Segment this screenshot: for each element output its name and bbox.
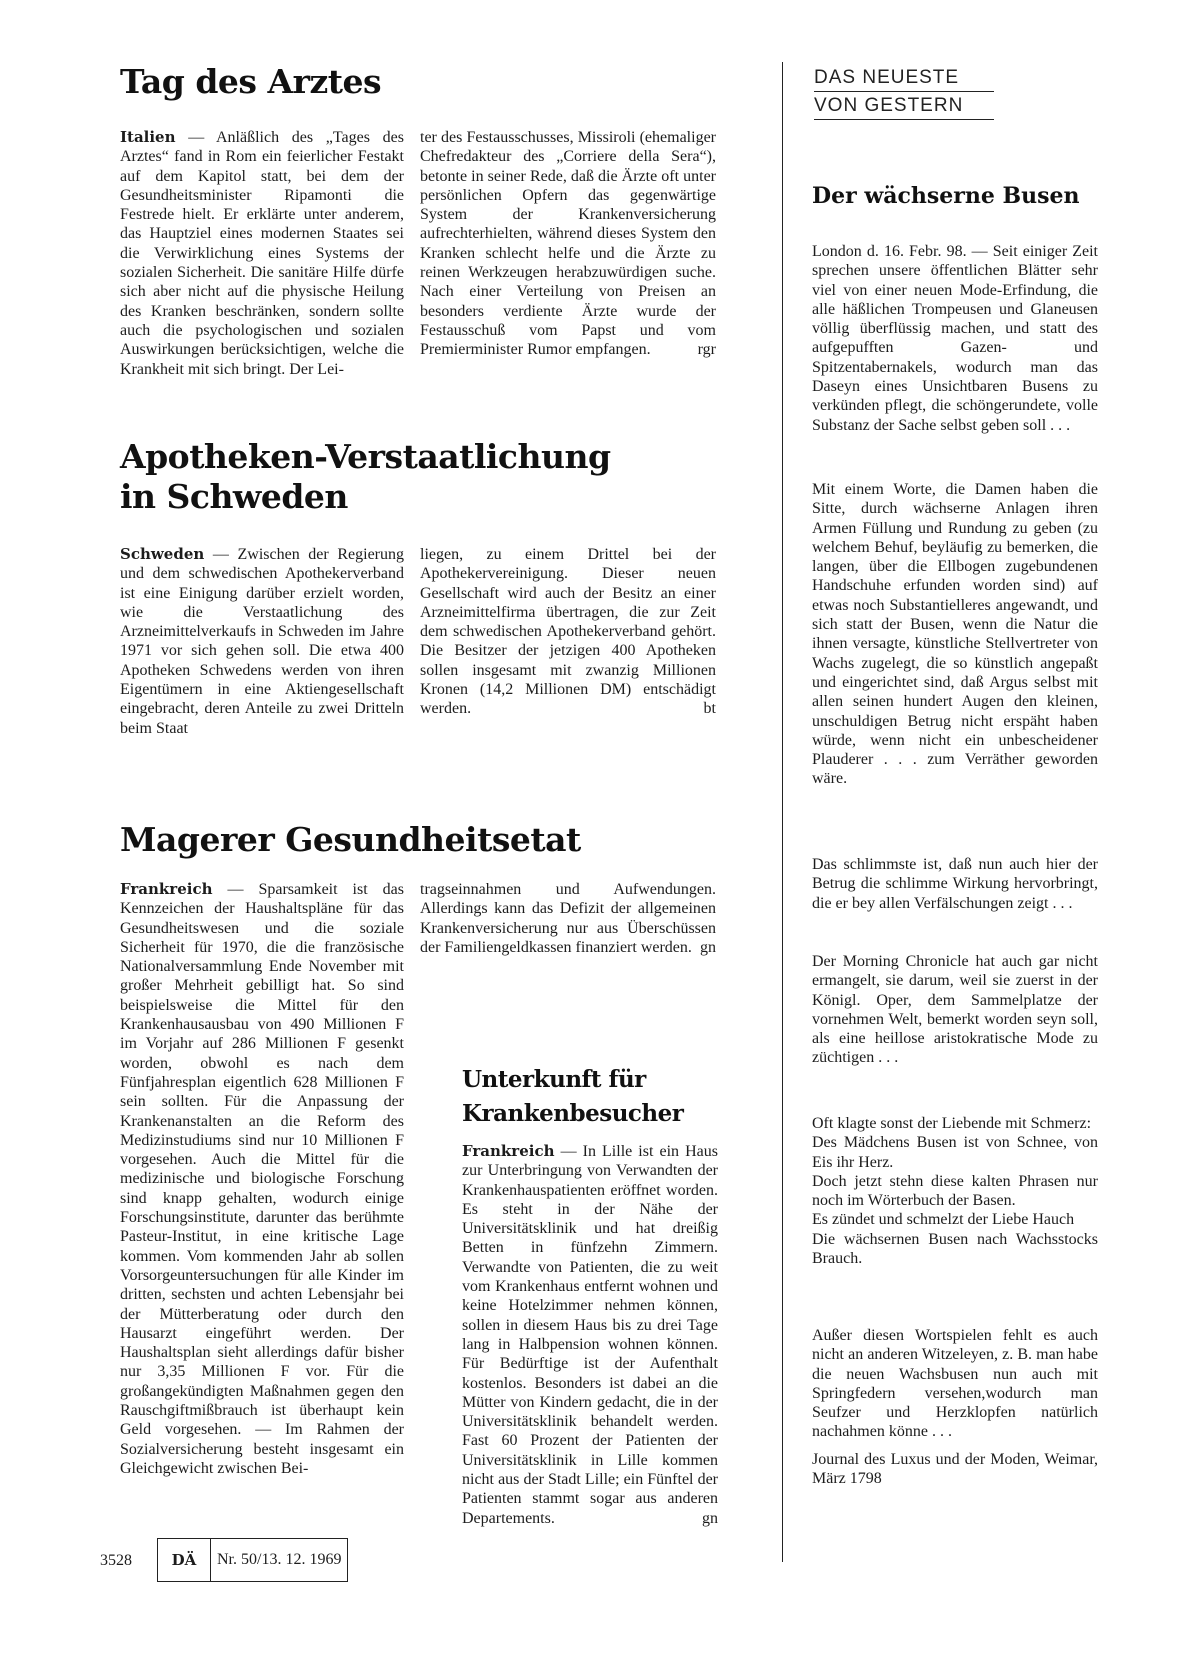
kicker-line: VON GESTERN (814, 94, 994, 120)
article-column-1 (120, 880, 404, 1478)
author-signature: gn (702, 1509, 718, 1527)
article-column (462, 1142, 718, 1528)
title-line: in Schweden (120, 477, 348, 516)
article-dateline: Frankreich (120, 880, 213, 898)
sidebar-paragraph: Der Morning Chronicle hat auch gar nicht ermangelt, sie darum, weil sie zuerst in der Königl. Oper, dem Sammelplatze der vornehmen Welt, bemerkt worden seyn soll, als eine heillose aristokratische Mode zu züchtigen . . . (812, 953, 1098, 1067)
sidebar-paragraph: Das schlimmste ist, daß nun auch hier der Betrug die schlimme Wirkung hervorbringt, die er bey allen Verfälschungen zeigt . . . (812, 856, 1098, 912)
article-title-unterkunft (462, 1063, 683, 1131)
article-column-2 (420, 128, 716, 360)
article-dateline: Schweden (120, 545, 205, 563)
title-line: Krankenbesucher (462, 1100, 684, 1127)
sidebar-poem: Oft klagte sonst der Liebende mit Schmerz: Des Mädchens Busen ist von Schnee, von Eis ihr Herz. Doch jetzt stehn diese kalten Phrasen nur noch im Wörterbuch der Basen. Es zündet und schmelzt der Liebe Hauch Die wächsernen Busen nach Wachsstocks Brauch. (812, 1115, 1098, 1268)
column-divider (782, 62, 783, 1562)
article-title-gesundheitsetat: Magerer Gesundheitsetat (120, 820, 581, 859)
sidebar-paragraph: Außer diesen Wortspielen fehlt es auch nicht an anderen Witzeleyen, z. B. man habe die neuen Wachsbusen nun auch mit Springfedern versehen,wodurch man Seufzer und Herzklopfen natürlich nachahmen könne . . . (812, 1327, 1098, 1441)
article-column-1 (120, 545, 404, 738)
article-column-2 (420, 880, 716, 957)
article-text: ter des Festausschusses, Missiroli (ehemaliger Chefredakteur des „Corriere della Sera“), betonte in seiner Rede, daß die Ärzte oft unter persönlichen Opfern das gegenwärtige System der Krankenversicherung aufrechterhielten, während dieses System den Kranken schlecht helfe und die Ärzte zu reinen Werkzeugen herabzuwürdigen suche. Nach einer Verteilung von Preisen an besonders verdiente Ärzte wurde der Festausschuß vom Papst und vom Premierminister Rumor empfangen. (420, 129, 716, 359)
title-line: Unterkunft für (462, 1066, 646, 1093)
article-text: — Sparsamkeit ist das Kennzeichen der Haushaltspläne für das Gesundheitswesen und die soziale Sicherheit für 1970, die die französische Nationalversammlung Ende November mit großer Mehrheit gebilligt hat. So sind beispielsweise die Mittel für den Krankenhausausbau von 490 Millionen F im Vorjahr auf 286 Millionen F gesenkt worden, obwohl es nach dem Fünfjahresplan eigentlich 628 Millionen F sein sollten. Für die Anpassung der Krankenanstalten an die Reform des Medizinstudiums sind nur 10 Millionen F vorgesehen. Auch die Mittel für die medizinische und biologische Forschung sind knapp gehalten, wodurch einige Forschungsinstitute, darunter das berühmte Pasteur-Institut, in eine kritische Lage kommen. Vom kommenden Jahr ab sollen Vorsorgeuntersuchungen für alle Kinder im dritten, sechsten und achten Lebensjahr bei der Mütterberatung oder durch den Hausarzt eingeführt werden. Der Haushaltsplan sieht allerdings dafür bisher nur 3,35 Millionen F vor. Für die großangekündigten Maßnahmen gegen den Rauschgiftmißbrauch ist überhaupt kein Geld vorgesehen. — Im Rahmen der Sozialversicherung besteht insgesamt ein Gleichgewicht zwischen Bei- (120, 881, 404, 1477)
sidebar-title: Der wächserne Busen (812, 183, 1080, 209)
kicker-line: DAS NEUESTE (814, 66, 994, 92)
article-text: — Anläßlich des „Tages des Arztes“ fand in Rom ein feierlicher Festakt auf dem Kapitol statt, bei dem der Gesundheitsminister Ripamonti die Festrede hielt. Er erklärte unter anderem, das Hauptziel eines modernen Staates sei die Verwirklichung eines Systems der sozialen Sicherheit. Die sanitäre Hilfe dürfe sich aber nicht auf die physische Heilung des Kranken beschränken, sondern sollte auch die psychologischen und sozialen Auswirkungen berücksichtigen, welche die Krankheit mit sich bringt. Der Lei- (120, 129, 404, 378)
sidebar-source: Journal des Luxus und der Moden, Weimar, März 1798 (812, 1451, 1098, 1488)
article-column-1 (120, 128, 404, 379)
sidebar-paragraph: Mit einem Worte, die Damen haben die Sitte, durch wächserne Anlagen ihren Armen Füllung und Rundung zu geben (zu welchem Behuf, beyläufig zu bemerken, die langen, über die Ellbogen zugebundenen Handschuhe erfunden worden sind) auf etwas noch Substantielleres angewandt, und sich statt der Busen, wenn die Natur die ihnen versagte, künstliche Stellvertreter von Wachs zugelegt, die so künstlich angepaßt und eingerichtet sind, daß Argus selbst mit allen seinen hundert Augen den kleinen, unschuldigen Betrug nicht erspäht haben würde, wenn nicht ein unbescheidener Plauderer . . . zum Verräther geworden wäre. (812, 481, 1098, 788)
issue-info: Nr. 50/13. 12. 1969 (217, 1551, 342, 1568)
article-title-tag-des-arztes: Tag des Arztes (120, 62, 382, 101)
author-signature: bt (703, 700, 716, 718)
title-line: Apotheken-Verstaatlichung (120, 437, 611, 476)
article-text: liegen, zu einem Drittel bei der Apothekervereinigung. Dieser neuen Gesellschaft wird auch der Besitz an einer Arzneimittelfirma übertragen, die zur Zeit dem schwedischen Apothekerverband gehört. Die Besitzer der jetzigen 400 Apotheken sollen insgesamt mit zwanzig Millionen Kronen (14,2 Millionen DM) entschädigt werden. (420, 546, 716, 718)
article-dateline: Frankreich (462, 1142, 555, 1160)
article-text: tragseinnahmen und Aufwendungen. Allerdings kann das Defizit der allgemeinen Krankenversicherung nur aus Überschüssen der Familiengeldkassen finanziert werden. (420, 881, 716, 956)
sidebar-paragraph: London d. 16. Febr. 98. — Seit einiger Zeit sprechen unsere öffentlichen Blätter sehr viel von einer neuen Mode-Erfindung, die alle häßlichen Trompeusen und Glaneusen völlig überflüssig machen, und statt des aufgepufften Gazen- und Spitzentabernakels, wodurch man das Daseyn eines Unsichtbaren Busens zu verkünden pflegt, die schöngerundete, volle Substanz der Sache selbst geben soll . . . (812, 243, 1098, 434)
article-text: — In Lille ist ein Haus zur Unterbringung von Verwandten der Krankenhauspatienten eröffnet worden. Es steht in der Nähe der Universitätsklinik und hat dreißig Betten in fünfzehn Zimmern. Verwandte von Patienten, die zu weit vom Krankenhaus entfernt wohnen und keine Hotelzimmer nehmen können, sollen in diesem Haus bis zu drei Tage lang in Halbpension wohnen können. Für Bedürftige ist der Aufenthalt kostenlos. Besonders ist dabei an die Mütter von Kindern gedacht, die in der Universitätsklinik behandelt werden. Fast 60 Prozent der Patienten der Universitätsklinik in Lille kommen nicht aus der Stadt Lille; ein Fünftel der Patienten stammt sogar aus anderen Departements. (462, 1143, 718, 1527)
article-column-2 (420, 545, 716, 719)
author-signature: rgr (697, 341, 716, 359)
author-signature: gn (700, 938, 716, 956)
page-number: 3528 (100, 1552, 132, 1569)
article-title-apotheken (120, 437, 611, 517)
article-dateline: Italien (120, 128, 176, 146)
article-text: — Zwischen der Regierung und dem schwedischen Apothekerverband ist eine Einigung darüber erzielt worden, wie die Verstaatlichung des Arzneimittelverkaufs in Schweden im Jahre 1971 vor sich gehen soll. Die etwa 400 Apotheken Schwedens werden von ihren Eigentümern in eine Aktiengesellschaft eingebracht, deren Anteile zu zwei Dritteln beim Staat (120, 546, 404, 737)
journal-logo: DÄ (158, 1539, 211, 1581)
issue-box (157, 1538, 348, 1582)
section-kicker (814, 66, 994, 122)
